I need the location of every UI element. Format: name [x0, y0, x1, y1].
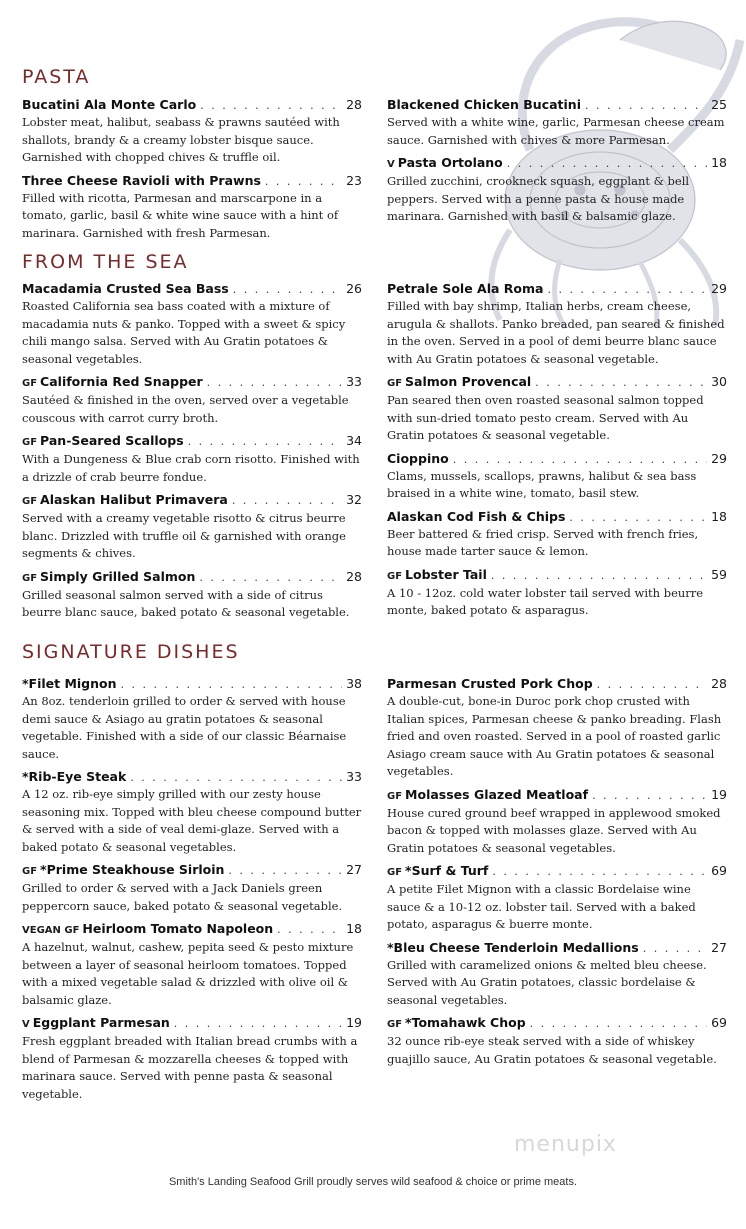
menu-item: [22, 280, 362, 368]
menu-item: [387, 786, 727, 858]
menu-item: [387, 675, 727, 781]
menu-item-description: Fresh eggplant breaded with Italian bread crumbs with a blend of Parmesan & mozzarella cheeses & topped with marinara sauce. Served with penne pasta & seasonal vegetable.: [22, 1034, 358, 1101]
menu-item: [22, 861, 362, 915]
menu-item-description: Roasted California sea bass coated with a mixture of macadamia nuts & panko. Topped with a sweet & spicy chili mango salsa. Served with Au Gratin potatoes & seasonal vegetables.: [22, 299, 346, 366]
menu-item-header: [22, 172, 362, 190]
dot-leader: [643, 940, 707, 957]
menu-item-header: [387, 939, 727, 957]
dot-leader: [233, 281, 342, 298]
menu-item-description: Grilled to order & served with a Jack Daniels green peppercorn sauce, baked potato & seasonal vegetable.: [22, 881, 343, 913]
dot-leader: [232, 492, 342, 509]
menu-item-price: 28: [346, 97, 362, 112]
dot-leader: [265, 173, 342, 190]
menu-item-name: Bucatini Ala Monte Carlo: [22, 97, 197, 112]
menu-item: [387, 373, 727, 445]
menu-item-price: 18: [711, 155, 727, 170]
menu-item-description: Sautéed & finished in the oven, served over a vegetable couscous with carrot curry broth.: [22, 393, 349, 425]
menu-item-name: Parmesan Crusted Pork Chop: [387, 676, 593, 691]
menu-item: [22, 768, 362, 856]
section-title-pasta: PASTA: [22, 66, 91, 88]
dot-leader: [453, 451, 707, 468]
menu-item-header: [387, 862, 727, 881]
menu-item-description: Beer battered & fried crisp. Served with french fries, house made tarter sauce & lemon.: [387, 526, 699, 558]
menu-item-name: Cioppino: [387, 450, 449, 466]
menu-item-name: *Bleu Cheese Tenderloin Medallions: [387, 939, 639, 955]
dietary-tag: GF: [22, 378, 38, 389]
menu-item: [387, 862, 727, 934]
menu-item-price: 28: [711, 676, 727, 691]
menu-item-name: Pasta Ortolano: [397, 155, 503, 170]
menu-item: [387, 939, 727, 1010]
dot-leader: [530, 1015, 707, 1032]
menu-item-description: Pan seared then oven roasted seasonal salmon topped with sun-dried tomato pesto cream. Served with Au Gratin potatoes & seasonal vegetable.: [387, 393, 704, 442]
menu-item-price: 18: [711, 508, 727, 524]
menu-item-name: Salmon Provencal: [405, 374, 532, 389]
menu-item-header: [22, 920, 362, 939]
menu-item: [22, 96, 362, 167]
menu-item-header: [22, 675, 362, 693]
menu-item-name: Simply Grilled Salmon: [40, 568, 196, 584]
menu-item-description: Filled with ricotta, Parmesan and marscarpone in a tomato, garlic, basil & white wine sauce with a hint of marinara. Garnished with fresh Parmesan.: [22, 190, 339, 240]
menu-item: [387, 450, 727, 503]
menu-item-price: 34: [346, 433, 362, 448]
menu-item: [22, 373, 362, 427]
dot-leader: [507, 155, 707, 172]
menu-item-name: Blackened Chicken Bucatini: [387, 97, 581, 112]
dot-leader: [188, 433, 342, 450]
menu-item-header: [22, 861, 362, 880]
menu-item-header: [22, 96, 362, 114]
menu-item-price: 19: [711, 786, 727, 802]
menu-item-description: 32 ounce rib-eye steak served with a side of whiskey guajillo sauce, Au Gratin potatoes & seasonal vegetable.: [387, 1034, 717, 1066]
menu-item-description: Grilled zucchini, crookneck squash, eggplant & bell peppers. Served with a penne pasta & house made marinara. Garnished with basil & balsamic glaze.: [387, 174, 690, 223]
dot-leader: [277, 921, 342, 938]
menu-item-header: [22, 491, 362, 510]
menu-item-header: [387, 566, 727, 585]
dot-leader: [491, 567, 707, 584]
menu-item-header: [22, 432, 362, 451]
menu-item-description: A 12 oz. rib-eye simply grilled with our zesty house seasoning mix. Topped with bleu cheese compound butter & served with a side of veal demi-glaze. Served with a baked potato & seasonal vegetables.: [22, 787, 362, 854]
dietary-tag: GF: [387, 1019, 403, 1030]
menu-item: [387, 1014, 727, 1068]
menu-item-description: An 8oz. tenderloin grilled to order & served with house demi sauce & Asiago au gratin potatoes & seasonal vegetable. Finished with a side of our classic Béarnaise sauce.: [22, 694, 347, 761]
menu-item: [22, 920, 362, 1009]
menu-item-name: *Prime Steakhouse Sirloin: [40, 862, 225, 877]
dot-leader: [207, 374, 342, 391]
dot-leader: [200, 97, 342, 114]
menu-item-description: Grilled seasonal salmon served with a side of citrus beurre blanc sauce, baked potato & seasonal vegetable.: [22, 587, 350, 619]
menu-item-description: Lobster meat, halibut, seabass & prawns sautéed with shallots, brandy & a creamy lobster bisque sauce. Garnished with chopped chives & truffle oil.: [22, 115, 340, 164]
menu-item-name: Pan-Seared Scallops: [40, 433, 184, 448]
dot-leader: [547, 281, 707, 298]
dot-leader: [597, 676, 707, 693]
menu-item-header: [22, 768, 362, 786]
menu-item-price: 33: [346, 374, 362, 389]
menu-item-price: 38: [346, 676, 362, 691]
menu-item-header: [387, 154, 727, 173]
dietary-tag: GF: [387, 570, 403, 582]
menu-item: [387, 96, 727, 149]
menu-item-header: [387, 373, 727, 392]
menu-item-header: [22, 280, 362, 298]
menu-item-name: *Filet Mignon: [22, 676, 117, 691]
menu-item: [22, 432, 362, 486]
menu-item-price: 19: [346, 1015, 362, 1030]
dot-leader: [174, 1015, 342, 1032]
menu-item-name: Petrale Sole Ala Roma: [387, 281, 544, 296]
section-title-from-the-sea: FROM THE SEA: [22, 251, 189, 273]
menu-item-header: [387, 96, 727, 114]
menu-item-header: [22, 568, 362, 587]
menu-item-header: [387, 1014, 727, 1033]
dietary-tag: V: [387, 159, 395, 170]
dietary-tag: GF: [387, 790, 403, 802]
dietary-tag: V: [22, 1019, 30, 1030]
menu-item-price: 27: [711, 939, 727, 955]
pasta-left-column: [22, 96, 362, 247]
menu-item-name: Macadamia Crusted Sea Bass: [22, 281, 229, 296]
dot-leader: [199, 569, 342, 586]
dot-leader: [130, 769, 342, 786]
menu-item: [22, 491, 362, 563]
menu-item-header: [387, 786, 727, 805]
watermark: menupix: [514, 1132, 617, 1157]
menu-item-description: House cured ground beef wrapped in applewood smoked bacon & topped with molasses glaze. Served with Au Gratin potatoes & seasonal vegetables.: [387, 805, 721, 855]
menu-item-price: 29: [711, 281, 727, 296]
menu-item-description: Grilled with caramelized onions & melted bleu cheese. Served with Au Gratin potatoes, classic bordelaise & seasonal vegetables.: [387, 957, 707, 1007]
menu-item-price: 69: [711, 863, 727, 878]
menu-item-description: Served with a creamy vegetable risotto & citrus beurre blanc. Drizzled with truffle oil & garnished with orange segments & chives.: [22, 511, 346, 560]
section-title-signature-dishes: SIGNATURE DISHES: [22, 641, 240, 663]
menu-item: [22, 1014, 362, 1103]
menu-item-header: [387, 280, 727, 298]
menu-item: [22, 172, 362, 243]
pasta-right-column: [387, 96, 727, 231]
dietary-tag: GF: [22, 866, 38, 877]
sea-left-column: [22, 280, 362, 627]
menu-item-price: 25: [711, 97, 727, 112]
dot-leader: [492, 863, 707, 880]
dot-leader: [592, 787, 707, 804]
dot-leader: [228, 862, 342, 879]
menu-item-name: *Tomahawk Chop: [405, 1015, 526, 1030]
dietary-tag: GF: [22, 496, 38, 507]
dot-leader: [585, 97, 707, 114]
menu-item-description: A petite Filet Mignon with a classic Bordelaise wine sauce & a 10-12 oz. lobster tail. Served with a baked potato, asparagus & buerre monte.: [387, 882, 696, 931]
dietary-tag: GF: [22, 572, 38, 584]
dietary-tag: GF: [387, 867, 403, 878]
menu-item-name: Lobster Tail: [405, 566, 487, 582]
menu-item-description: A double-cut, bone-in Duroc pork chop crusted with Italian spices, Parmesan cheese & panko breading. Flash fried and oven roasted. Served in a pool of roasted garlic Asiago cream sauce with Au Gratin potatoes & seasonal vegetables.: [387, 694, 722, 778]
menu-item-price: 59: [711, 566, 727, 582]
dietary-tag: GF: [22, 437, 38, 448]
dietary-tag: GF: [387, 378, 403, 389]
menu-item-price: 26: [346, 281, 362, 296]
menu-item-name: Three Cheese Ravioli with Prawns: [22, 172, 261, 188]
menu-item-price: 30: [711, 374, 727, 389]
menu-item-header: [22, 373, 362, 392]
menu-item-price: 18: [346, 921, 362, 936]
menu-item: [387, 566, 727, 620]
menu-item: [387, 280, 727, 368]
menu-item-header: [387, 675, 727, 693]
menu-item-name: Heirloom Tomato Napoleon: [82, 921, 274, 936]
signature-right-column: [387, 675, 727, 1073]
menu-item: [22, 675, 362, 763]
menu-item-name: Eggplant Parmesan: [32, 1015, 170, 1030]
menu-item-description: Filled with bay shrimp, Italian herbs, cream cheese, arugula & shallots. Panko breaded, pan seared & finished in the oven. Served in a pool of demi beurre blanc sauce with Au Gratin potatoes & seasonal vegetable.: [387, 299, 725, 366]
menu-item-price: 27: [346, 862, 362, 877]
menu-item-name: Alaskan Halibut Primavera: [40, 492, 228, 507]
menu-item-price: 33: [346, 769, 362, 784]
menu-item-price: 29: [711, 450, 727, 466]
dot-leader: [535, 374, 707, 391]
sea-right-column: [387, 280, 727, 625]
menu-item-description: A hazelnut, walnut, cashew, pepita seed & pesto mixture between a layer of seasonal heirloom tomatoes. Topped with a mixed vegetable salad & drizzled with olive oil & balsamic glaze.: [22, 940, 354, 1007]
menu-item-name: Alaskan Cod Fish & Chips: [387, 508, 566, 524]
dot-leader: [121, 676, 343, 693]
menu-item-price: 28: [346, 568, 362, 584]
menu-item-name: *Surf & Turf: [405, 863, 489, 878]
menu-item: [22, 568, 362, 622]
menu-item-description: A 10 - 12oz. cold water lobster tail served with beurre monte, baked potato & asparagus.: [387, 585, 704, 617]
menu-item-price: 32: [346, 492, 362, 507]
menu-item-description: With a Dungeness & Blue crab corn risotto. Finished with a drizzle of crab beurre fondue.: [22, 452, 360, 484]
menu-item-description: Served with a white wine, garlic, Parmesan cheese cream sauce. Garnished with chives & more Parmesan.: [387, 115, 725, 147]
menu-item-name: Molasses Glazed Meatloaf: [405, 786, 589, 802]
menu-item-price: 69: [711, 1015, 727, 1030]
menu-item-name: *Rib-Eye Steak: [22, 769, 127, 784]
footer-note: Smith's Landing Seafood Grill proudly serves wild seafood & choice or prime meats.: [168, 1176, 578, 1188]
menu-item-price: 23: [346, 172, 362, 188]
menu-item: [387, 154, 727, 226]
menu-item-header: [387, 450, 727, 468]
signature-left-column: [22, 675, 362, 1108]
menu-item-header: [387, 508, 727, 526]
dot-leader: [569, 509, 707, 526]
menu-item-description: Clams, mussels, scallops, prawns, halibut & sea bass braised in a white wine, tomato, basil stew.: [387, 468, 697, 500]
menu-item: [387, 508, 727, 561]
menu-item-name: California Red Snapper: [40, 374, 203, 389]
menu-item-header: [22, 1014, 362, 1033]
dietary-tag: VEGAN GF: [22, 925, 80, 936]
